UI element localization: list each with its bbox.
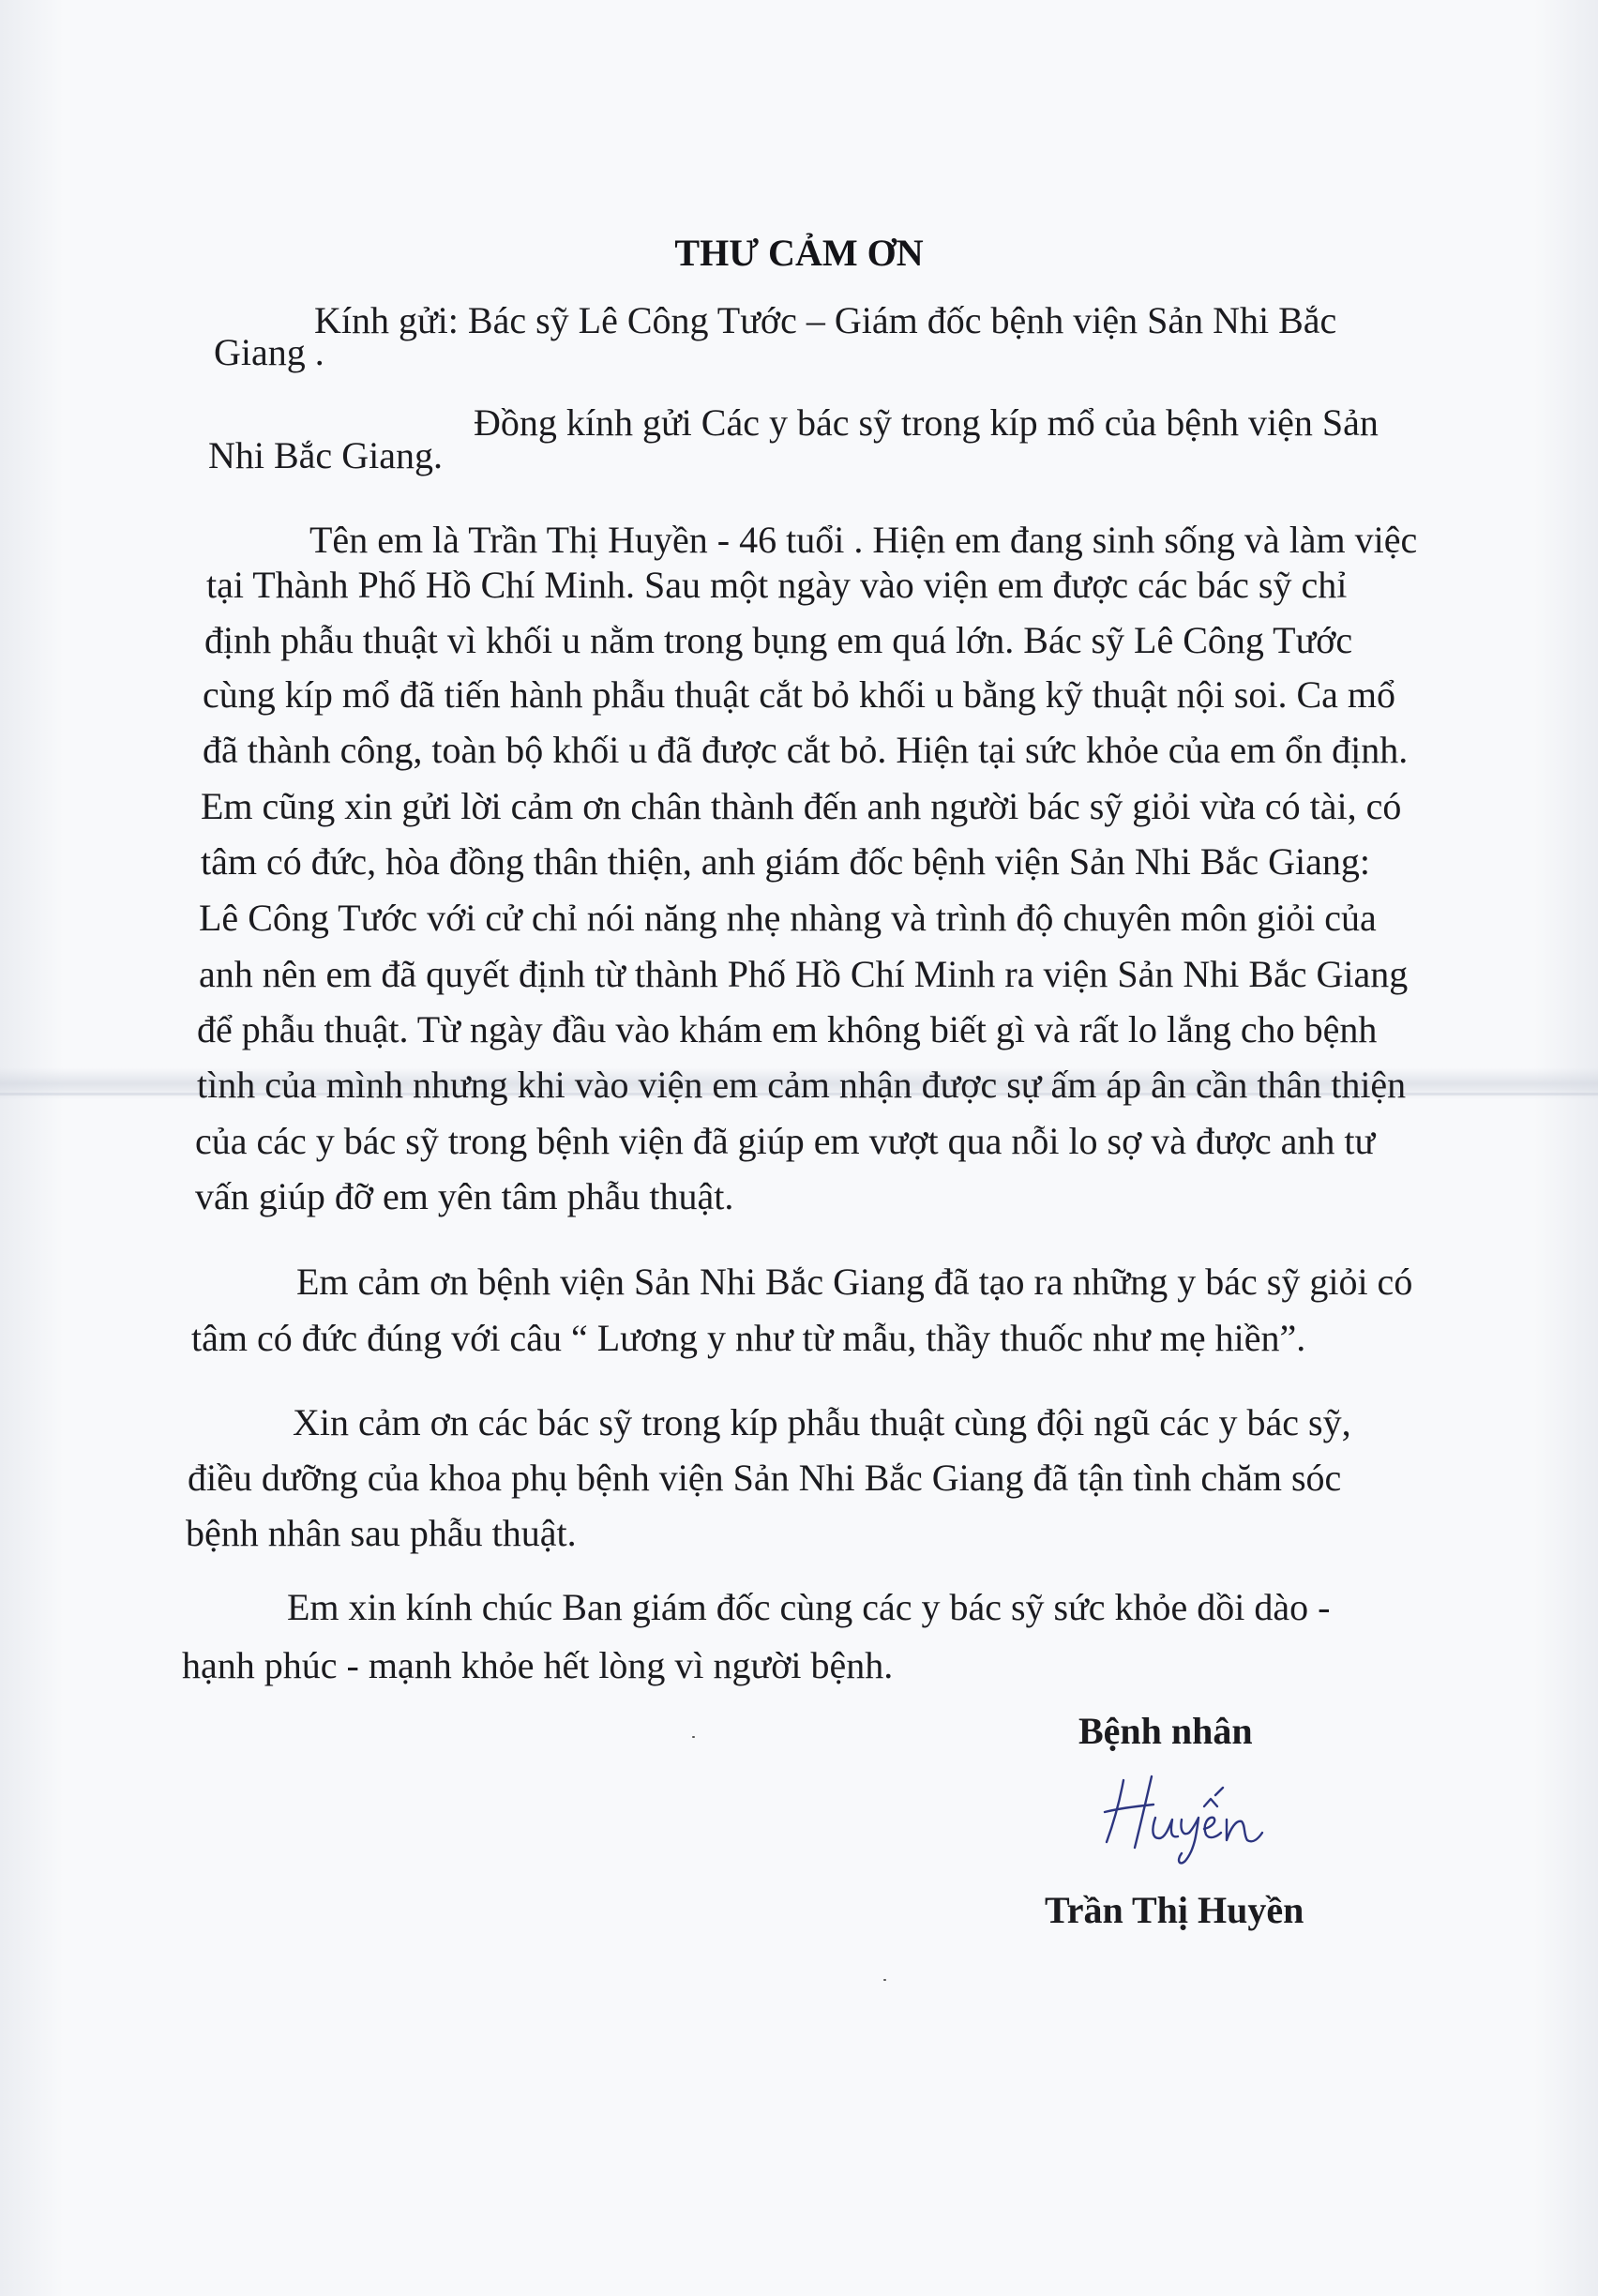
body-line: vấn giúp đỡ em yên tâm phẫu thuật. xyxy=(195,1175,734,1217)
body-line: tâm có đức, hòa đồng thân thiện, anh giám đốc bệnh viện Sản Nhi Bắc Giang: xyxy=(201,840,1370,883)
body-line: định phẫu thuật vì khối u nằm trong bụng em quá lớn. Bác sỹ Lê Công Tước xyxy=(204,619,1353,661)
letter-title: THƯ CẢM ƠN xyxy=(674,232,924,274)
salutation-line-2: Giang . xyxy=(214,331,324,373)
nurses-line: Xin cảm ơn các bác sỹ trong kíp phẫu thuật cùng đội ngũ các y bác sỹ, xyxy=(293,1401,1351,1443)
cc-line-1: Đồng kính gửi Các y bác sỹ trong kíp mổ của bệnh viện Sản xyxy=(474,401,1379,444)
closing-name: Trần Thị Huyền xyxy=(1045,1889,1304,1931)
nurses-line: điều dưỡng của khoa phụ bệnh viện Sản Nhi Bắc Giang đã tận tình chăm sóc xyxy=(188,1457,1342,1499)
handwritten-signature xyxy=(1097,1763,1304,1866)
body-line: tại Thành Phố Hồ Chí Minh. Sau một ngày vào viện em được các bác sỹ chỉ xyxy=(206,564,1348,606)
thanks-line: Em cảm ơn bệnh viện Sản Nhi Bắc Giang đã tạo ra những y bác sỹ giỏi có xyxy=(296,1261,1413,1303)
nurses-line: bệnh nhân sau phẫu thuật. xyxy=(186,1512,577,1554)
body-line: Lê Công Tước với cử chỉ nói năng nhẹ nhàng và trình độ chuyên môn giỏi của xyxy=(199,897,1377,939)
paper-speck xyxy=(883,1979,886,1981)
paper-speck xyxy=(692,1736,695,1738)
body-line: để phẫu thuật. Từ ngày đầu vào khám em không biết gì và rất lo lắng cho bệnh xyxy=(197,1008,1378,1050)
thanks-line: tâm có đức đúng với câu “ Lương y như từ mẫu, thầy thuốc như mẹ hiền”. xyxy=(191,1317,1306,1359)
body-line: của các y bác sỹ trong bệnh viện đã giúp em vượt qua nỗi lo sợ và được anh tư xyxy=(195,1120,1376,1162)
body-line: Tên em là Trần Thị Huyền - 46 tuổi . Hiện em đang sinh sống và làm việc xyxy=(309,519,1418,561)
body-line: tình của mình nhưng khi vào viện em cảm nhận được sự ấm áp ân cần thân thiện xyxy=(197,1064,1407,1106)
body-line: Em cũng xin gửi lời cảm ơn chân thành đến anh người bác sỹ giỏi vừa có tài, có xyxy=(201,785,1402,827)
body-line: đã thành công, toàn bộ khối u đã được cắt bỏ. Hiện tại sức khỏe của em ổn định. xyxy=(203,729,1409,771)
salutation-line-1: Kính gửi: Bác sỹ Lê Công Tước – Giám đốc bệnh viện Sản Nhi Bắc xyxy=(314,299,1337,341)
wishes-line: hạnh phúc - mạnh khỏe hết lòng vì người bệnh. xyxy=(182,1644,894,1686)
closing-role: Bệnh nhân xyxy=(1078,1710,1253,1752)
cc-line-2: Nhi Bắc Giang. xyxy=(208,434,443,476)
body-line: cùng kíp mổ đã tiến hành phẫu thuật cắt bỏ khối u bằng kỹ thuật nội soi. Ca mổ xyxy=(203,673,1396,716)
wishes-line: Em xin kính chúc Ban giám đốc cùng các y bác sỹ sức khỏe dồi dào - xyxy=(287,1586,1331,1628)
body-line: anh nên em đã quyết định từ thành Phố Hồ Chí Minh ra viện Sản Nhi Bắc Giang xyxy=(199,953,1409,995)
